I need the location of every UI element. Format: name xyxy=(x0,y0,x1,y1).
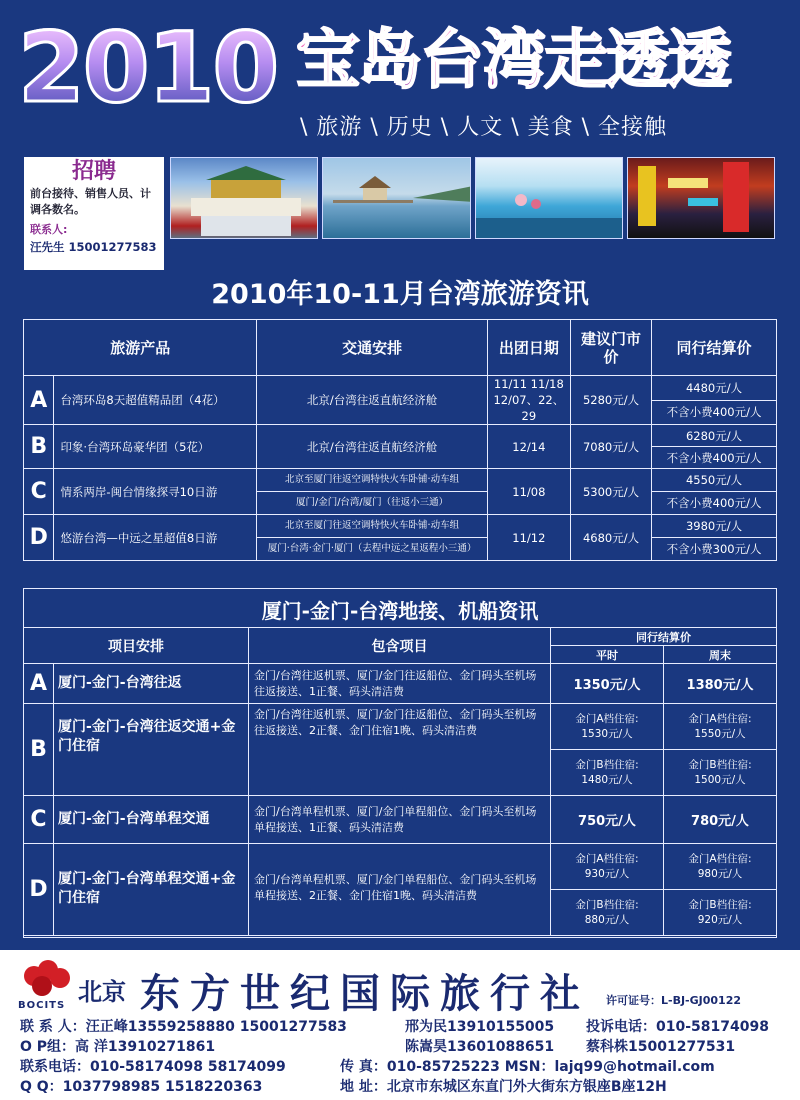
col-product: 旅游产品 xyxy=(24,320,257,376)
col-retail-price xyxy=(570,320,651,376)
net-price: 6280元/人 xyxy=(652,425,777,447)
footer xyxy=(0,950,800,1100)
table-row xyxy=(24,704,777,750)
taiwan-tour-table xyxy=(23,319,777,561)
qq-numbers: Q Q：1037798985 1518220363 xyxy=(20,1079,263,1095)
weekend-price-a: 金门A档住宿: 1550元/人 xyxy=(664,704,777,750)
retail-price: 5300元/人 xyxy=(570,469,651,515)
table-row xyxy=(24,796,777,844)
weekend-price-b: 金门B档住宿: 1500元/人 xyxy=(664,750,777,796)
transport: 北京/台湾往返直航经济舱 xyxy=(257,376,487,425)
retail-price: 4680元/人 xyxy=(570,515,651,561)
row-letter: B xyxy=(24,425,54,469)
agency-name: 东方世纪国际旅行社 xyxy=(140,970,590,1017)
project-item: 厦门-金门-台湾单程交通+金门住宿 xyxy=(54,844,249,936)
fax-msn: 传 真：010-85725223 MSN：lajq99@hotmail.com xyxy=(340,1059,715,1075)
beach-photo xyxy=(475,157,623,239)
row-letter: A xyxy=(24,664,54,704)
net-price: 4550元/人 xyxy=(652,469,777,492)
weekday-price-a: 金门A档住宿: 930元/人 xyxy=(551,844,664,890)
project-item: 厦门-金门-台湾往返 xyxy=(54,664,249,704)
table-row xyxy=(24,515,777,538)
pavilion-lake-photo xyxy=(322,157,470,239)
included-items: 金门/台湾单程机票、厦门/金门单程船位、金门码头至机场单程接送、2正餐、金门住宿1晚、码头清洁费 xyxy=(249,844,551,936)
section1-title: 2010年10-11月台湾旅游资讯 xyxy=(211,279,589,310)
net-price-no-tip: 不含小费400元/人 xyxy=(652,447,777,469)
row-letter: B xyxy=(24,704,54,796)
table-row xyxy=(24,844,777,890)
row-letter: A xyxy=(24,376,54,425)
header-year: 2010 xyxy=(18,12,278,124)
transport-line: 厦门/金门/台湾/厦门（往返小三通） xyxy=(296,497,449,509)
photo-strip xyxy=(170,157,775,239)
address: 地 址：北京市东城区东直门外大街东方银座B座12H xyxy=(340,1079,667,1095)
recruit-contact-label: 联系人: xyxy=(30,223,68,237)
transport xyxy=(257,469,487,515)
transport xyxy=(257,515,487,561)
included-items: 金门/台湾单程机票、厦门/金门单程船位、金门码头至机场单程接送、1正餐、码头清洁费 xyxy=(249,796,551,844)
col-weekday: 平时 xyxy=(551,646,664,664)
col-include: 包含项目 xyxy=(249,628,551,664)
night-market-photo xyxy=(627,157,775,239)
net-price-no-tip: 不含小费400元/人 xyxy=(652,492,777,515)
contact-person-4: 蔡科株15001277531 xyxy=(586,1039,736,1055)
departure-date: 12/14 xyxy=(487,425,570,469)
weekend-price: 1380元/人 xyxy=(664,664,777,704)
weekend-price-a: 金门A档住宿: 980元/人 xyxy=(664,844,777,890)
logo-text: BOCITS xyxy=(18,1000,66,1011)
agency-logo-icon xyxy=(20,960,72,1004)
complaint-phone: 投诉电话：010-58174098 xyxy=(586,1019,769,1035)
net-price-no-tip: 不含小费400元/人 xyxy=(652,400,777,425)
contact-person-3: 陈嵩昊13601088651 xyxy=(405,1039,555,1055)
weekday-price-a: 金门A档住宿: 1530元/人 xyxy=(551,704,664,750)
col-date: 出团日期 xyxy=(487,320,570,376)
net-price-no-tip: 不含小费300元/人 xyxy=(652,538,777,561)
xiamen-kinmen-table xyxy=(23,627,777,936)
palace-museum-photo xyxy=(170,157,318,239)
departure-date: 11/12 xyxy=(487,515,570,561)
weekday-price-b: 金门B档住宿: 1480元/人 xyxy=(551,750,664,796)
departure-date: 11/11 11/18 12/07、22、29 xyxy=(487,376,570,425)
col-item: 项目安排 xyxy=(24,628,249,664)
project-item: 厦门-金门-台湾单程交通 xyxy=(54,796,249,844)
table-row xyxy=(24,664,777,704)
tour-product: 印象·台湾环岛豪华团（5花） xyxy=(54,425,257,469)
table-row xyxy=(24,425,777,447)
col-net-price: 同行结算价 xyxy=(551,628,777,646)
row-letter: C xyxy=(24,469,54,515)
recruit-title: 招聘 xyxy=(71,159,116,184)
row-letter: D xyxy=(24,515,54,561)
transport-line: 北京至厦门往返空调特快火车卧铺·动车组 xyxy=(257,515,486,538)
recruit-contact: 汪先生 15001277583 xyxy=(30,240,157,255)
weekend-price-b: 金门B档住宿: 920元/人 xyxy=(664,890,777,936)
weekday-price: 1350元/人 xyxy=(551,664,664,704)
transport: 北京/台湾往返直航经济舱 xyxy=(257,425,487,469)
contact-persons: 联 系 人：汪正峰13559258880 15001277583 xyxy=(20,1019,347,1035)
net-price: 4480元/人 xyxy=(652,376,777,401)
weekday-price: 750元/人 xyxy=(551,796,664,844)
retail-price: 5280元/人 xyxy=(570,376,651,425)
contact-phone: 联系电话：010-58174098 58174099 xyxy=(20,1059,286,1075)
license-number: 许可证号：L-BJ-GJ00122 xyxy=(606,994,742,1007)
transport-line: 北京至厦门往返空调特快火车卧铺·动车组 xyxy=(257,469,486,492)
table-header-row xyxy=(24,320,777,376)
row-letter: C xyxy=(24,796,54,844)
contact-person-2: 邢为民13910155005 xyxy=(405,1019,555,1035)
included-items: 金门/台湾往返机票、厦门/金门往返船位、金门码头至机场往返接送、1正餐、码头清洁费 xyxy=(249,664,551,704)
table-row xyxy=(24,469,777,492)
included-items: 金门/台湾往返机票、厦门/金门往返船位、金门码头至机场往返接送、2正餐、金门住宿1晚、码头清洁费 xyxy=(249,704,551,796)
tour-product: 悠游台湾—中远之星超值8日游 xyxy=(54,515,257,561)
tour-product: 情系两岸-闽台情缘探寻10日游 xyxy=(54,469,257,515)
recruit-box xyxy=(24,157,164,270)
table-row xyxy=(24,376,777,401)
agency-city: 北京 xyxy=(78,978,126,1006)
net-price: 3980元/人 xyxy=(652,515,777,538)
recruit-desc: 前台接待、销售人员、计调各数名。 xyxy=(30,187,151,217)
header-title: 宝岛台湾走透透 xyxy=(296,24,730,98)
table-header-row xyxy=(24,628,777,646)
departure-date: 11/08 xyxy=(487,469,570,515)
op-group: O P组：高 洋13910271861 xyxy=(20,1039,216,1055)
weekday-price-b: 金门B档住宿: 880元/人 xyxy=(551,890,664,936)
transport-line: 厦门·台湾·金门·厦门（去程中远之星返程小三通） xyxy=(267,543,477,555)
retail-price: 7080元/人 xyxy=(570,425,651,469)
col-weekend: 周末 xyxy=(664,646,777,664)
weekend-price: 780元/人 xyxy=(664,796,777,844)
section2-title: 厦门-金门-台湾地接、机船资讯 xyxy=(261,599,539,623)
row-letter: D xyxy=(24,844,54,936)
col-transport: 交通安排 xyxy=(257,320,487,376)
col-net-price: 同行结算价 xyxy=(652,320,777,376)
header-subtitle: \ 旅游 \ 历史 \ 人文 \ 美食 \ 全接触 xyxy=(300,115,667,140)
tour-product: 台湾环岛8天超值精品团（4花） xyxy=(54,376,257,425)
project-item: 厦门-金门-台湾往返交通+金门住宿 xyxy=(54,704,249,796)
col-retail-price-label: 建议门市价 xyxy=(581,329,642,366)
